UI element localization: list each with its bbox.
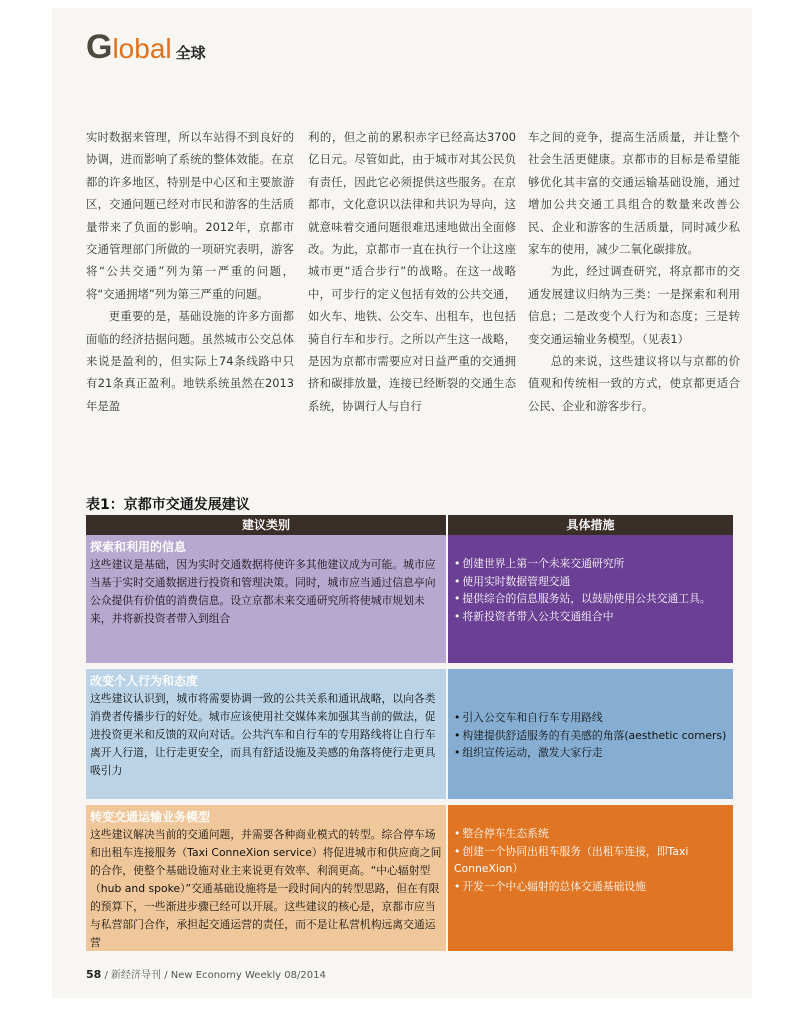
measure-item: • 提供综合的信息服务站，以鼓励使用公共交通工具。 (454, 590, 729, 608)
paragraph: 为此，经过调查研究，将京都市的交通发展建议归纳为三类：一是探索和利用信息；二是改变个人行为和态度；三是转变交通运输业务模型。（见表1） (528, 264, 740, 346)
recommendations-table (86, 515, 733, 951)
measure-item: • 引入公交车和自行车专用路线 (454, 709, 729, 727)
text-column-2 (308, 126, 516, 417)
table-header (86, 515, 733, 535)
measure-item: • 创建世界上第一个未来交通研究所 (454, 555, 729, 573)
category-title: 转变交通运输业务模型 (90, 810, 211, 824)
section-header (86, 30, 206, 64)
measure-item: • 开发一个中心辐射的总体交通基础设施 (454, 878, 729, 896)
paragraph: 实时数据来管理，所以车站得不到良好的协调，进而影响了系统的整体效能。在京都的许多地区，特别是中心区和主要旅游区，交通问题已经对市民和游客的生活质量带来了负面的影响。2012年，京都市交通管理部门所做的一项研究表明，游客将“公共交通”列为第一严重的问题，将“交通拥堵”列为第三严重的问题。 (86, 130, 294, 301)
logo-g: G (86, 28, 113, 66)
measure-item: • 构建提供舒适服务的有美感的角落(aesthetic corners) (454, 727, 729, 745)
measures-cell (446, 805, 733, 951)
header-measures: 具体措施 (446, 515, 733, 535)
logo-text: lobal (112, 33, 172, 64)
category-title: 改变个人行为和态度 (90, 674, 199, 688)
page-footer (86, 966, 326, 981)
publication-info: / 新经济导刊 / New Economy Weekly 08/2014 (104, 970, 326, 981)
text-column-1 (86, 126, 294, 417)
category-cell (86, 805, 446, 951)
measure-item: • 使用实时数据管理交通 (454, 573, 729, 591)
section-label: 全球 (175, 44, 206, 62)
paragraph: 车之间的竞争，提高生活质量，并让整个社会生活更健康。京都市的目标是希望能够优化其丰富的交通运输基础设施，通过增加公共交通工具组合的数量来改善公民、企业和游客的生活质量，同时减少私家车的使用，减少二氧化碳排放。 (528, 130, 740, 257)
category-description: 这些建议是基础，因为实时交通数据将使许多其他建议成为可能。城市应当基于实时交通数据进行投资和管理决策。同时，城市应当通过信息亭向公众提供有价值的消费信息。设立京都未来交通研究所将使城市规划未来，并将新投资者带入到组合 (90, 558, 436, 625)
header-category: 建议类别 (241, 518, 290, 532)
category-title: 探索和利用的信息 (90, 540, 187, 554)
measures-cell (446, 669, 733, 799)
text-column-3 (528, 126, 740, 417)
measures-cell (446, 535, 733, 663)
category-cell (86, 535, 446, 663)
paragraph: 总的来说，这些建议将以与京都的价值观和传统相一致的方式，使京都更适合公民、企业和游客步行。 (528, 354, 740, 413)
table-row (86, 535, 733, 663)
measure-item: • 组织宣传运动，激发大家行走 (454, 744, 729, 762)
category-description: 这些建议解决当前的交通问题，并需要各种商业模式的转型。综合停车场和出租车连接服务（Taxi ConneXion service）将促进城市和供应商之间的合作，使整个基础设施对业主来说更有效率、利润更高。“中心辐射型（hub and spoke）”交通基础设施将是一段时间内的转型思路，但在有限的预算下，一些渐进步骤已经可以开展。这些建议的核心是，京都市应当与私营部门合作，承担起交通运营的责任，而不是让私营机构远离交通运营 (90, 828, 442, 949)
category-cell (86, 669, 446, 799)
measure-item: • 整合停车生态系统 (454, 825, 729, 843)
category-description: 这些建议认识到，城市将需要协调一致的公共关系和通讯战略，以向各类消费者传播步行的好处。城市应该使用社交媒体来加强其当前的做法，促进投资更米和反馈的双向对话。公共汽车和自行车的专用路线将让自行车离开人行道，让行走更安全，而具有舒适设施及美感的角落将使行走更具吸引力 (90, 692, 436, 777)
table-row (86, 669, 733, 799)
measure-item: • 创建一个协同出租车服务（出租车连接，即Taxi ConneXion） (454, 843, 729, 878)
page-number: 58 (86, 968, 102, 981)
table-row (86, 805, 733, 951)
table-title: 表1：京都市交通发展建议 (86, 497, 250, 513)
paragraph: 更重要的是，基础设施的许多方面都面临的经济拮据问题。虽然城市公交总体来说是盈利的，但实际上74条线路中只有21条真正盈利。地铁系统虽然在2013年是盈 (86, 309, 294, 413)
paragraph: 利的，但之前的累积赤字已经高达3700亿日元。尽管如此，由于城市对其公民负有责任，因此它必须提供这些服务。在京都市，文化意识以法律和共识为导向，这就意味着交通问题很难迅速地做出全面修改。为此，京都市一直在执行一个让这座城市更“适合步行”的战略。在这一战略中，可步行的定义包括有效的公共交通，如火车、地铁、公交车、出租车，也包括骑自行车和步行。之所以产生这一战略，是因为京都市需要应对日益严重的交通拥挤和碳排放量，连接已经断裂的交通生态系统，协调行人与自行 (308, 130, 516, 413)
measure-item: • 将新投资者带入公共交通组合中 (454, 608, 729, 626)
